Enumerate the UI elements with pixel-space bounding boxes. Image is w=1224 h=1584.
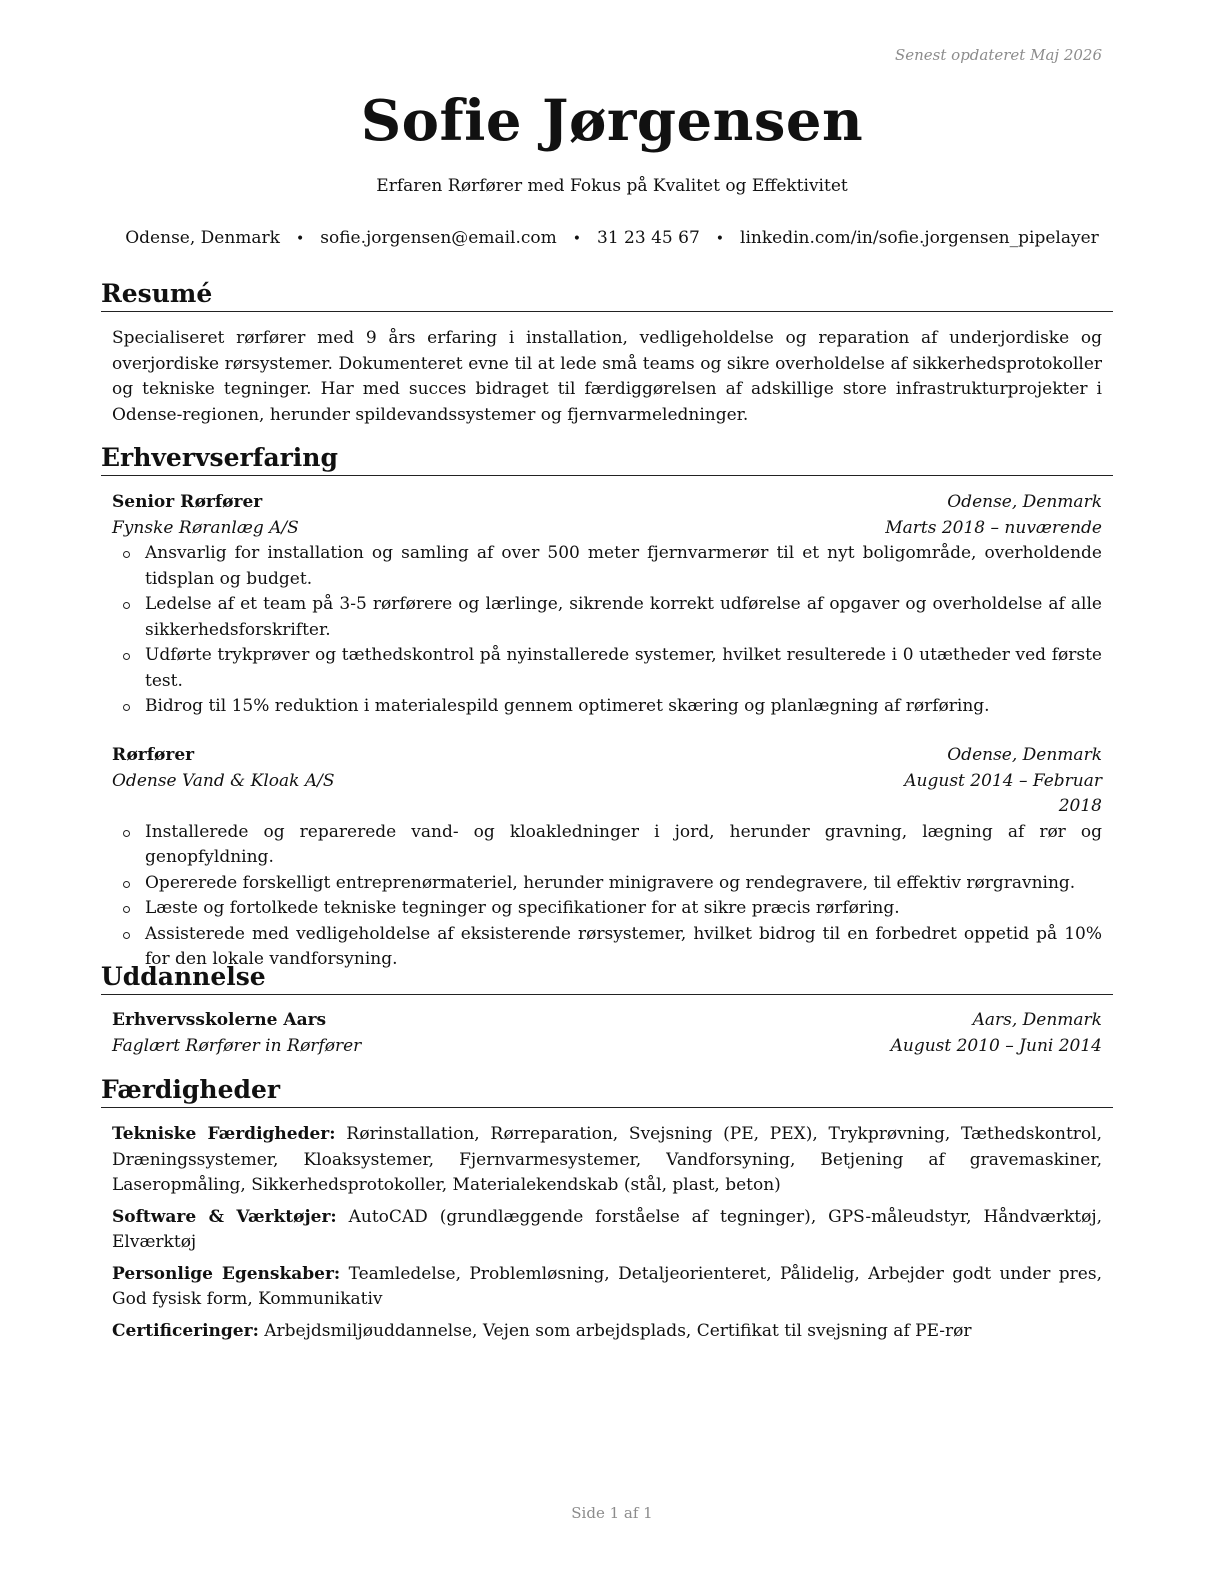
skill-value: Arbejdsmiljøuddannelse, Vejen som arbejdsplads, Certifikat til svejsning af PE-rør bbox=[264, 1320, 972, 1341]
school-location: Aars, Denmark bbox=[972, 1010, 1102, 1030]
skill-label: Personlige Egenskaber: bbox=[112, 1263, 341, 1284]
section-title-education: Uddannelse bbox=[101, 961, 1113, 995]
skill-value: Teamledelse, Problemløsning, Detaljeorienteret, Pålidelig, Arbejder godt under pres, God fysisk form, Kommunikativ bbox=[112, 1263, 1102, 1309]
list-item: Ledelse af et team på 3-5 rørførere og lærlinge, sikrende korrekt udførelse af opgaver og overholdelse af alle sikkerhedsforskrifter. bbox=[112, 592, 1102, 643]
skills-list bbox=[112, 1122, 1102, 1350]
last-updated: Senest opdateret Maj 2026 bbox=[894, 46, 1102, 64]
job-bullets bbox=[112, 820, 1102, 973]
job-dates: Marts 2018 – nuværende bbox=[885, 517, 1102, 538]
list-item: Bidrog til 15% reduktion i materialespild gennem optimeret skæring og planlægning af rørføring. bbox=[112, 694, 1102, 720]
skill-label: Software & Værktøjer: bbox=[112, 1206, 337, 1227]
degree: Faglært Rørfører in Rørfører bbox=[112, 1035, 362, 1056]
headline: Erfaren Rørfører med Fokus på Kvalitet og Effektivitet bbox=[376, 176, 848, 196]
job-role: Rørfører bbox=[112, 745, 195, 765]
skill-group bbox=[112, 1205, 1102, 1256]
job-company: Odense Vand & Kloak A/S bbox=[112, 770, 335, 791]
job-role: Senior Rørfører bbox=[112, 492, 263, 512]
list-item: Læste og fortolkede tekniske tegninger og specifikationer for at sikre præcis rørføring. bbox=[112, 896, 1102, 922]
job-company: Fynske Røranlæg A/S bbox=[112, 517, 299, 538]
skill-label: Certificeringer: bbox=[112, 1320, 259, 1341]
section-title-summary: Resumé bbox=[101, 278, 1113, 312]
skill-label: Tekniske Færdigheder: bbox=[112, 1124, 336, 1144]
section-title-experience: Erhvervserfaring bbox=[101, 442, 1113, 476]
school-name: Erhvervsskolerne Aars bbox=[112, 1010, 327, 1030]
skill-group bbox=[112, 1122, 1102, 1199]
contact-linkedin[interactable]: linkedin.com/in/sofie.jorgensen_pipelayer bbox=[740, 228, 1099, 248]
summary-text: Specialiseret rørfører med 9 års erfaring i installation, vedligeholdelse og reparation af underjordiske og overjordiske rørsystemer. Dokumenteret evne til at lede små teams og sikre overholdelse af sikkerhedsprotokoller og tekniske tegninger. Har med succes bidraget til færdiggørelsen af adskillige store infrastrukturprojekter i Odense-regionen, herunder spildevandssystemer og fjernvarmeledninger. bbox=[112, 328, 1102, 425]
job-entry bbox=[112, 743, 1102, 973]
skill-value: AutoCAD (grundlæggende forståelse af tegninger), GPS-måleudstyr, Håndværktøj, Elværktøj bbox=[112, 1206, 1102, 1252]
job-location: Odense, Denmark bbox=[947, 492, 1102, 512]
bullet-separator: • bbox=[295, 231, 305, 247]
list-item: Opererede forskelligt entreprenørmateriel, herunder minigravere og rendegravere, til effektiv rørgravning. bbox=[112, 871, 1102, 897]
page-number: Side 1 af 1 bbox=[571, 1504, 653, 1522]
job-location: Odense, Denmark bbox=[947, 745, 1102, 765]
job-bullets bbox=[112, 541, 1102, 720]
skill-group bbox=[112, 1319, 1102, 1345]
bullet-separator: • bbox=[715, 231, 725, 247]
contact-line bbox=[0, 228, 1224, 248]
contact-phone: 31 23 45 67 bbox=[597, 228, 700, 248]
list-item: Assisterede med vedligeholdelse af eksisterende rørsystemer, hvilket bidrog til en forbedret oppetid på 10% for den lokale vandforsyning. bbox=[112, 922, 1102, 973]
education-dates: August 2010 – Juni 2014 bbox=[890, 1035, 1102, 1056]
job-entry bbox=[112, 490, 1102, 720]
job-dates: August 2014 – Februar 2018 bbox=[904, 770, 1102, 816]
education-entry bbox=[112, 1008, 1102, 1059]
section-title-skills: Færdigheder bbox=[101, 1074, 1113, 1108]
bullet-separator: • bbox=[572, 231, 582, 247]
list-item: Installerede og reparerede vand- og kloakledninger i jord, herunder gravning, lægning af rør og genopfyldning. bbox=[112, 820, 1102, 871]
contact-email[interactable]: sofie.jorgensen@email.com bbox=[320, 228, 557, 248]
list-item: Ansvarlig for installation og samling af over 500 meter fjernvarmerør til et nyt boligområde, overholdende tidsplan og budget. bbox=[112, 541, 1102, 592]
skill-value: Rørinstallation, Rørreparation, Svejsning (PE, PEX), Trykprøvning, Tæthedskontrol, Dræningssystemer, Kloaksystemer, Fjernvarmesystemer, Vandforsyning, Betjening af gravemaskiner, Laseropmåling, Sikkerhedsprotokoller, Materialekendskab (stål, plast, beton) bbox=[112, 1124, 1103, 1195]
list-item: Udførte trykprøver og tæthedskontrol på nyinstallerede systemer, hvilket resulterede i 0 utætheder ved første test. bbox=[112, 643, 1102, 694]
contact-location: Odense, Denmark bbox=[125, 228, 280, 248]
skill-group bbox=[112, 1262, 1102, 1313]
candidate-name: Sofie Jørgensen bbox=[360, 88, 864, 154]
